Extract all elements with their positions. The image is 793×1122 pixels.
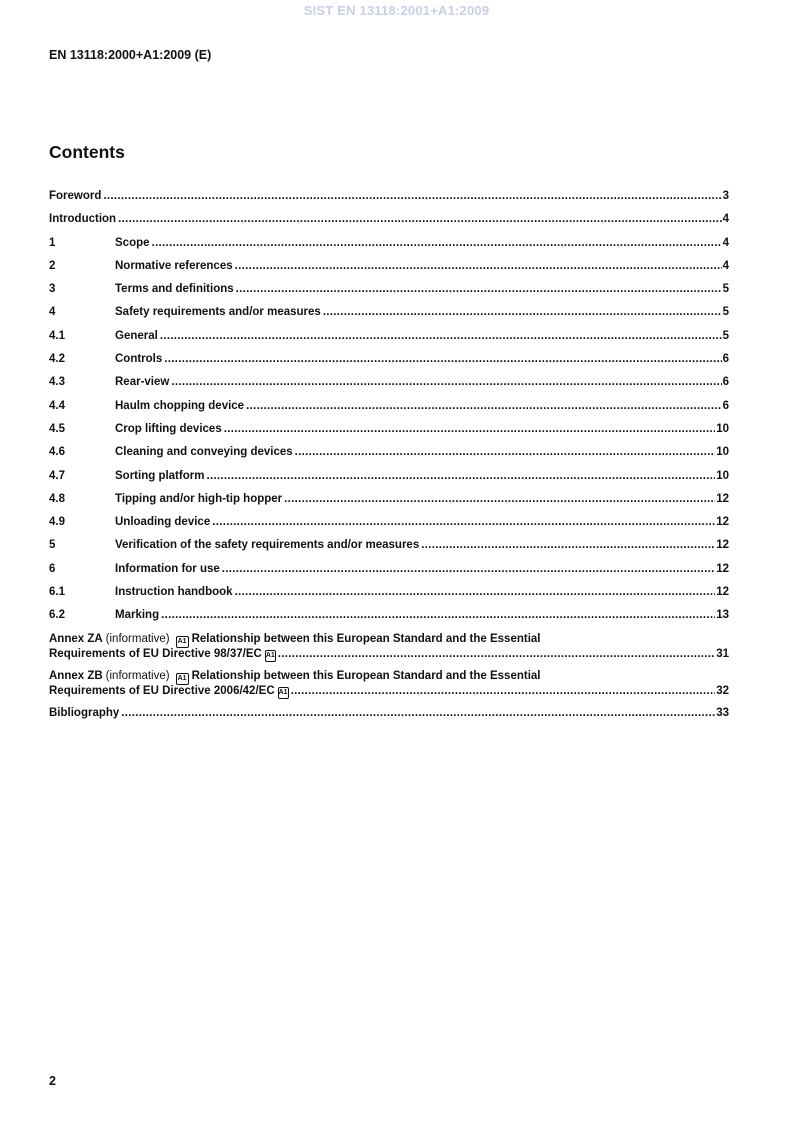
toc-entry-title: Verification of the safety requirements and/or measures [115,539,420,552]
toc-entry-title: Rear-view [115,376,170,389]
dot-leader [235,260,722,272]
dot-leader [224,423,715,435]
amendment-a1-icon: A1 [176,636,189,648]
toc-entry-title: Foreword [49,190,102,202]
dot-leader [295,446,716,458]
page-number: 2 [49,1074,56,1088]
toc-entry-number: 4.9 [49,516,65,529]
toc-entry[interactable] [49,563,729,586]
dot-leader [291,685,716,698]
toc-entry-number: 5 [49,539,56,552]
annex-info: (informative) [105,669,170,682]
toc-entry-title: Tipping and/or high-tip hopper [115,492,283,505]
toc-entry-page: 5 [722,283,729,296]
toc-entry[interactable] [49,306,729,329]
toc-entry-page: 5 [722,306,729,319]
toc-entry-title: Haulm chopping device [115,399,245,412]
document-id: EN 13118:2000+A1:2009 (E) [49,48,212,62]
amendment-a1-icon: A1 [176,673,189,685]
watermark: SIST EN 13118:2001+A1:2009 [303,3,490,18]
toc-entry-page: 12 [716,539,729,552]
table-of-contents [49,190,729,730]
toc-entry-bibliography[interactable] [49,707,729,730]
dot-leader [206,470,715,482]
annex-title-line1: Relationship between this European Standard and the Essential [191,632,541,645]
dot-leader [171,376,721,388]
toc-entry[interactable] [49,237,729,260]
annex-page: 32 [716,684,729,697]
toc-entry-page: 4 [722,213,729,226]
toc-entry-title: Scope [115,236,150,249]
dot-leader [152,237,722,249]
toc-entry-number: 4.8 [49,492,65,505]
toc-entry-title: Instruction handbook [115,586,233,599]
toc-entry-number: 4.6 [49,446,65,459]
annex-title-line2: Requirements of EU Directive 98/37/EC [49,647,262,660]
toc-entry-page: 33 [716,706,729,719]
toc-entry-title: Crop lifting devices [115,422,222,435]
toc-entry-page: 6 [722,353,729,366]
dot-leader [284,493,715,505]
dot-leader [164,353,721,365]
toc-entry-page: 12 [716,516,729,529]
toc-entry[interactable] [49,330,729,353]
toc-entry[interactable] [49,213,729,236]
toc-entry-number: 6.1 [49,586,65,599]
dot-leader [118,213,722,225]
dot-leader [246,400,722,412]
toc-entry-number: 4.5 [49,422,65,435]
toc-annex-za[interactable] [49,633,729,670]
dot-leader [421,539,715,551]
amendment-a1-end-icon: A1 [278,687,289,699]
toc-entry[interactable] [49,493,729,516]
toc-entry-page: 5 [722,329,729,342]
toc-entry-number: 6.2 [49,609,65,622]
toc-entry-page: 10 [716,422,729,435]
toc-entry-page: 6 [722,376,729,389]
dot-leader [235,586,716,598]
amendment-a1-end-icon: A1 [265,650,276,662]
toc-entry-page: 3 [722,190,729,202]
toc-entry-page: 4 [722,259,729,272]
toc-entry-number: 4.3 [49,376,65,389]
dot-leader [121,707,715,719]
dot-leader [161,609,715,621]
toc-entry-title: Marking [115,609,160,622]
dot-leader [212,516,715,528]
toc-entry-title: Sorting platform [115,469,205,482]
toc-entry-number: 4 [49,306,56,319]
toc-entry[interactable] [49,283,729,306]
toc-entry[interactable] [49,190,729,213]
dot-leader [323,306,722,318]
toc-entry-title: Controls [115,353,163,366]
toc-entry-page: 12 [716,586,729,599]
toc-entry-number: 6 [49,562,56,575]
toc-entry-number: 4.2 [49,353,65,366]
toc-entry-title: Introduction [49,213,117,226]
annex-title-line2: Requirements of EU Directive 2006/42/EC [49,684,275,697]
toc-entry-page: 6 [722,399,729,412]
toc-entry-title: Normative references [115,259,233,272]
annex-label: Annex ZA [49,632,103,645]
toc-entry-page: 12 [716,562,729,575]
annex-label: Annex ZB [49,669,103,682]
toc-entry-title: Terms and definitions [115,283,234,296]
toc-entry[interactable] [49,446,729,469]
annex-info: (informative) [105,632,170,645]
toc-entry-page: 10 [716,469,729,482]
toc-entry[interactable] [49,516,729,539]
annex-page: 31 [716,647,729,660]
toc-entry[interactable] [49,539,729,562]
toc-entry[interactable] [49,400,729,423]
dot-leader [103,190,721,202]
toc-entry-title: Safety requirements and/or measures [115,306,321,319]
toc-entry-page: 13 [716,609,729,622]
toc-entry-page: 12 [716,492,729,505]
toc-entry-number: 4.1 [49,329,65,342]
toc-entry[interactable] [49,353,729,376]
toc-entry-number: 4.7 [49,469,65,482]
toc-entry-title: Information for use [115,562,220,575]
toc-entry-page: 10 [716,446,729,459]
toc-entry[interactable] [49,609,729,632]
toc-entry-number: 1 [49,236,56,249]
toc-entry-title: Unloading device [115,516,211,529]
annex-title-line1: Relationship between this European Standard and the Essential [191,669,541,682]
toc-entry[interactable] [49,260,729,283]
toc-entry[interactable] [49,423,729,446]
toc-entry-title: Cleaning and conveying devices [115,446,293,459]
toc-annex-zb[interactable] [49,670,729,707]
dot-leader [160,330,722,342]
page-title: Contents [49,142,125,162]
dot-leader [278,648,715,661]
toc-entry-number: 3 [49,283,56,296]
toc-entry[interactable] [49,376,729,399]
dot-leader [222,563,715,575]
toc-entry-title: General [115,329,158,342]
toc-entry-page: 4 [722,236,729,249]
dot-leader [236,283,722,295]
toc-entry-title: Bibliography [49,706,120,719]
toc-entry[interactable] [49,470,729,493]
toc-entry-number: 4.4 [49,399,65,412]
toc-entry[interactable] [49,586,729,609]
toc-entry-number: 2 [49,259,56,272]
